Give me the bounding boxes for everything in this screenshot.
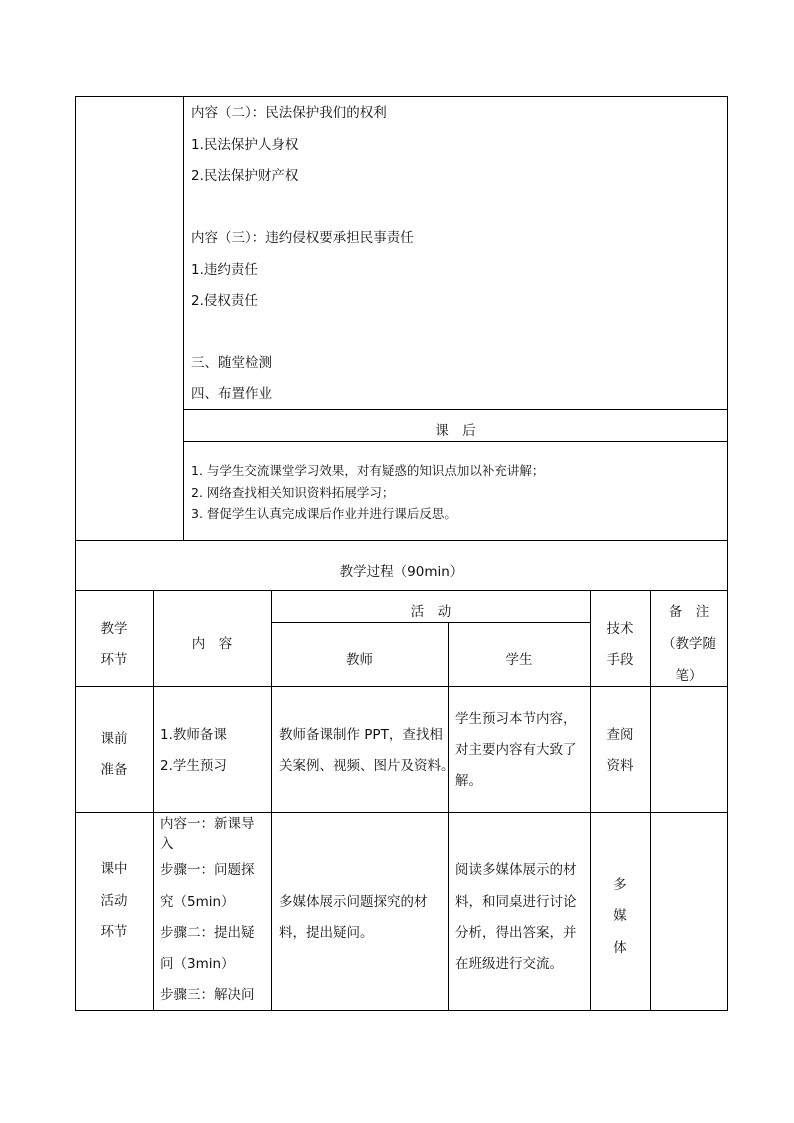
row1-stage-line-2: 准备 [100,762,128,778]
after-class-item-3: 3. 督促学生认真完成课后作业并进行课后反思。 [191,506,457,521]
header-teacher: 教师 [346,652,373,668]
after-class-header: 课 后 [435,423,476,439]
row1-content-line-1: 1.教师备课 [160,727,227,743]
row2-teacher-line-1: 多媒体展示问题探究的材 [279,894,428,910]
row2-content-line-4: 究（5min） [160,894,235,910]
row2-content-line-2: 入 [160,836,174,852]
table-border-bottom [75,1010,728,1011]
row2-stage-line-3: 环节 [100,924,128,940]
row1-content-line-2: 2.学生预习 [160,758,227,774]
row2-student-line-4: 在班级进行交流。 [455,956,563,972]
col-divider-3 [448,622,449,1011]
row2-teacher-line-2: 料，提出疑问。 [279,925,374,941]
upper-table-bottom [75,540,728,541]
row1-student-line-2: 对主要内容有大致了 [455,742,577,758]
row1-student-line-3: 解。 [455,773,482,789]
content3-title: 内容（三）：违约侵权要承担民事责任 [191,230,414,246]
row2-content-line-7: 步骤三：解决问 [160,987,255,1003]
content3-item-1: 1.违约责任 [191,262,258,278]
row-1-bottom [75,812,728,813]
section-3-heading: 三、随堂检测 [191,355,272,371]
section-4-heading: 四、布置作业 [191,386,272,402]
row1-teacher-line-2: 关案例、视频、图片及资料。 [279,758,455,774]
content3-item-2: 2.侵权责任 [191,293,258,309]
header-row-bottom [75,686,728,687]
row1-tech-line-2: 资料 [606,758,634,774]
header-stage-line-1: 教学 [100,621,128,637]
row2-tech-line-3: 体 [613,940,627,956]
row1-student-line-1: 学生预习本节内容， [455,711,577,727]
content2-item-1: 1.民法保护人身权 [191,137,299,153]
activity-header-divider [271,622,591,623]
after-class-item-1: 1. 与学生交流课堂学习效果，对有疑惑的知识点加以补充讲解； [191,463,545,478]
row2-content-line-1: 内容一：新课导 [160,816,255,832]
after-class-top-border [183,409,728,410]
row2-stage-line-2: 活动 [100,893,128,909]
row1-stage-line-1: 课前 [100,731,128,747]
row2-student-line-3: 分析，得出答案，并 [455,925,577,941]
header-tech-line-2: 手段 [606,652,634,668]
row2-tech-line-2: 媒 [613,908,627,924]
header-stage-line-2: 环节 [100,652,128,668]
after-class-header-bottom [183,441,728,442]
row2-content-line-3: 步骤一：问题探 [160,862,255,878]
col-divider-5 [650,590,651,1011]
header-content: 内 容 [191,636,233,652]
upper-col-divider [183,96,184,540]
header-tech-line-1: 技术 [606,621,634,637]
process-title-bottom [75,590,728,591]
content2-title: 内容（二）：民法保护我们的权利 [191,105,387,121]
row2-student-line-2: 料，和同桌进行讨论 [455,894,577,910]
col-divider-1 [153,590,154,1011]
process-title: 教学过程（90min） [339,564,464,580]
row2-content-line-6: 问（3min） [160,956,235,972]
header-note-line-3: 笔） [675,668,703,684]
header-activity: 活 动 [410,604,452,620]
row1-teacher-line-1: 教师备课制作 PPT，查找相 [279,727,443,743]
row2-stage-line-1: 课中 [100,861,128,877]
after-class-item-2: 2. 网络查找相关知识资料拓展学习； [191,485,395,500]
table-border-top [75,96,728,97]
table-border-right [727,96,728,1011]
content2-item-2: 2.民法保护财产权 [191,168,299,184]
row1-tech-line-1: 查阅 [606,727,634,743]
row2-tech-line-1: 多 [613,877,627,893]
header-student: 学生 [505,652,533,668]
row2-content-line-5: 步骤二：提出疑 [160,925,255,941]
header-note-line-1: 备 注 [668,604,710,620]
row2-student-line-1: 阅读多媒体展示的材 [455,862,577,878]
header-note-line-2: （教学随 [662,636,716,652]
